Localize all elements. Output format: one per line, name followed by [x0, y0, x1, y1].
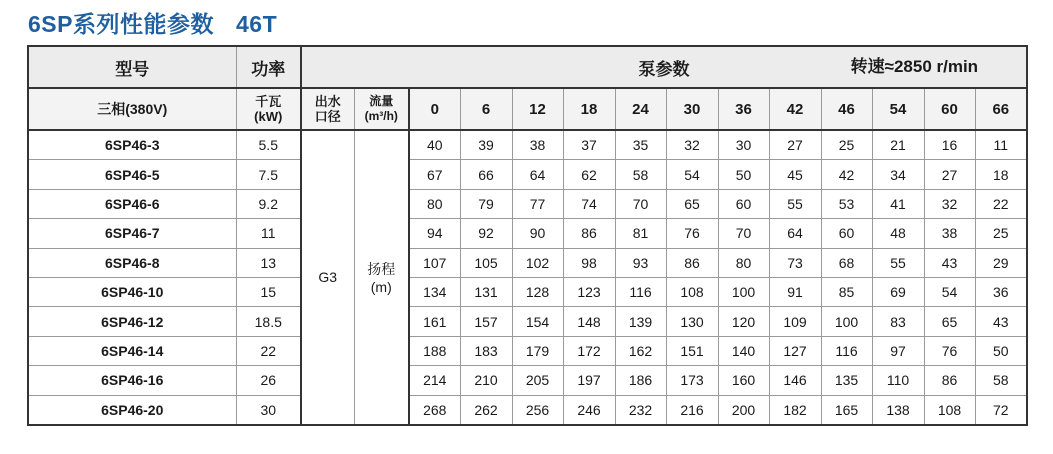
model-cell: 6SP46-6: [28, 189, 236, 218]
head-value-cell: 210: [460, 366, 512, 395]
head-value-cell: 120: [718, 307, 769, 336]
outlet-label-2: 口径: [314, 109, 341, 124]
head-value-cell: 25: [821, 130, 872, 160]
head-value-cell: 79: [460, 189, 512, 218]
head-value-cell: 50: [718, 160, 769, 189]
head-value-cell: 40: [409, 130, 460, 160]
head-value-cell: 77: [512, 189, 563, 218]
head-value-cell: 37: [563, 130, 615, 160]
head-value-cell: 214: [409, 366, 460, 395]
header-power: 功率: [236, 46, 301, 88]
header-model: 型号: [28, 46, 236, 88]
head-value-cell: 102: [512, 248, 563, 277]
head-value-cell: 157: [460, 307, 512, 336]
head-value-cell: 127: [769, 336, 821, 365]
head-value-cell: 29: [975, 248, 1027, 277]
head-value-cell: 76: [666, 219, 718, 248]
table-row: [28, 248, 1027, 277]
head-value-cell: 182: [769, 395, 821, 425]
head-value-cell: 58: [615, 160, 666, 189]
model-cell: 6SP46-7: [28, 219, 236, 248]
head-value-cell: 80: [409, 189, 460, 218]
head-value-cell: 67: [409, 160, 460, 189]
head-value-cell: 123: [563, 277, 615, 306]
head-value-cell: 105: [460, 248, 512, 277]
head-value-cell: 97: [872, 336, 924, 365]
head-value-cell: 160: [718, 366, 769, 395]
flow-label-1: 流量: [369, 94, 394, 108]
head-value-cell: 55: [769, 189, 821, 218]
table-row: [28, 130, 1027, 160]
model-cell: 6SP46-20: [28, 395, 236, 425]
head-value-cell: 100: [718, 277, 769, 306]
head-value-cell: 135: [821, 366, 872, 395]
head-value-cell: 140: [718, 336, 769, 365]
head-value-cell: 256: [512, 395, 563, 425]
header-flow-value: 24: [615, 88, 666, 130]
model-cell: 6SP46-8: [28, 248, 236, 277]
head-value-cell: 64: [512, 160, 563, 189]
head-value-cell: 62: [563, 160, 615, 189]
power-cell: 18.5: [236, 307, 301, 336]
header-flow-value: 12: [512, 88, 563, 130]
head-value-cell: 65: [666, 189, 718, 218]
table-row: [28, 189, 1027, 218]
table-row: [28, 160, 1027, 189]
header-flow-value: 66: [975, 88, 1027, 130]
head-value-cell: 25: [975, 219, 1027, 248]
table-row: [28, 277, 1027, 306]
head-value-cell: 154: [512, 307, 563, 336]
head-value-cell: 60: [821, 219, 872, 248]
power-unit-cn: 千瓦: [255, 94, 282, 109]
head-value-cell: 173: [666, 366, 718, 395]
head-value-cell: 138: [872, 395, 924, 425]
power-cell: 7.5: [236, 160, 301, 189]
head-value-cell: 100: [821, 307, 872, 336]
header-outlet: [301, 88, 354, 130]
head-value-cell: 54: [666, 160, 718, 189]
head-value-cell: 130: [666, 307, 718, 336]
table-row: [28, 336, 1027, 365]
power-cell: 13: [236, 248, 301, 277]
header-pump-params: [301, 46, 1027, 88]
title-series: 6SP系列性能参数: [28, 11, 214, 37]
head-value-cell: 74: [563, 189, 615, 218]
head-value-cell: 45: [769, 160, 821, 189]
head-value-cell: 109: [769, 307, 821, 336]
model-cell: 6SP46-5: [28, 160, 236, 189]
head-value-cell: 43: [924, 248, 975, 277]
head-label-1: 扬程: [367, 261, 396, 278]
head-value-cell: 83: [872, 307, 924, 336]
outlet-label-1: 出水: [314, 94, 341, 109]
head-value-cell: 91: [769, 277, 821, 306]
header-phase: 三相(380V): [28, 88, 236, 130]
head-value-cell: 116: [821, 336, 872, 365]
head-value-cell: 38: [512, 130, 563, 160]
head-value-cell: 35: [615, 130, 666, 160]
header-flow: [354, 88, 409, 130]
head-value-cell: 148: [563, 307, 615, 336]
power-cell: 11: [236, 219, 301, 248]
head-value-cell: 165: [821, 395, 872, 425]
head-value-cell: 205: [512, 366, 563, 395]
speed-label: 转速≈2850 r/min: [850, 57, 979, 76]
table-row: [28, 219, 1027, 248]
model-cell: 6SP46-3: [28, 130, 236, 160]
head-value-cell: 85: [821, 277, 872, 306]
head-value-cell: 183: [460, 336, 512, 365]
head-value-cell: 65: [924, 307, 975, 336]
header-flow-value: 30: [666, 88, 718, 130]
head-value-cell: 73: [769, 248, 821, 277]
head-value-cell: 186: [615, 366, 666, 395]
power-cell: 30: [236, 395, 301, 425]
header-flow-value: 54: [872, 88, 924, 130]
head-value-cell: 76: [924, 336, 975, 365]
model-cell: 6SP46-14: [28, 336, 236, 365]
head-value-cell: 27: [769, 130, 821, 160]
head-value-cell: 86: [563, 219, 615, 248]
table-row: [28, 366, 1027, 395]
power-unit-en: (kW): [254, 109, 283, 124]
head-value-cell: 162: [615, 336, 666, 365]
head-value-cell: 86: [666, 248, 718, 277]
head-value-cell: 131: [460, 277, 512, 306]
head-value-cell: 107: [409, 248, 460, 277]
head-value-cell: 70: [615, 189, 666, 218]
head-value-cell: 43: [975, 307, 1027, 336]
outlet-cell: G3: [301, 130, 354, 425]
head-value-cell: 139: [615, 307, 666, 336]
head-value-cell: 86: [924, 366, 975, 395]
title-model: 46T: [235, 11, 278, 37]
flow-label-2: (m³/h): [364, 109, 398, 123]
header-row-1: [28, 46, 1027, 88]
head-value-cell: 146: [769, 366, 821, 395]
head-value-cell: 18: [975, 160, 1027, 189]
head-value-cell: 172: [563, 336, 615, 365]
head-value-cell: 53: [821, 189, 872, 218]
head-value-cell: 36: [975, 277, 1027, 306]
page-title: [28, 6, 277, 39]
power-cell: 5.5: [236, 130, 301, 160]
head-value-cell: 232: [615, 395, 666, 425]
head-value-cell: 81: [615, 219, 666, 248]
head-value-cell: 246: [563, 395, 615, 425]
table-row: [28, 307, 1027, 336]
head-value-cell: 90: [512, 219, 563, 248]
head-value-cell: 39: [460, 130, 512, 160]
head-value-cell: 55: [872, 248, 924, 277]
head-value-cell: 94: [409, 219, 460, 248]
head-value-cell: 134: [409, 277, 460, 306]
head-value-cell: 32: [666, 130, 718, 160]
head-value-cell: 108: [924, 395, 975, 425]
model-cell: 6SP46-12: [28, 307, 236, 336]
header-flow-value: 46: [821, 88, 872, 130]
head-value-cell: 68: [821, 248, 872, 277]
head-value-cell: 66: [460, 160, 512, 189]
head-value-cell: 48: [872, 219, 924, 248]
head-value-cell: 116: [615, 277, 666, 306]
power-cell: 15: [236, 277, 301, 306]
performance-table: [27, 45, 1028, 426]
header-flow-value: 42: [769, 88, 821, 130]
head-value-cell: 197: [563, 366, 615, 395]
head-value-cell: 92: [460, 219, 512, 248]
header-flow-value: 36: [718, 88, 769, 130]
head-value-cell: 32: [924, 189, 975, 218]
head-value-cell: 110: [872, 366, 924, 395]
model-cell: 6SP46-10: [28, 277, 236, 306]
head-value-cell: 30: [718, 130, 769, 160]
head-value-cell: 60: [718, 189, 769, 218]
head-value-cell: 42: [821, 160, 872, 189]
power-cell: 9.2: [236, 189, 301, 218]
header-flow-value: 0: [409, 88, 460, 130]
head-value-cell: 58: [975, 366, 1027, 395]
head-value-cell: 98: [563, 248, 615, 277]
pump-params-label: 泵参数: [638, 59, 690, 79]
head-value-cell: 200: [718, 395, 769, 425]
head-value-cell: 151: [666, 336, 718, 365]
header-flow-value: 6: [460, 88, 512, 130]
header-power-unit: [236, 88, 301, 130]
head-value-cell: 188: [409, 336, 460, 365]
head-value-cell: 93: [615, 248, 666, 277]
head-value-cell: 21: [872, 130, 924, 160]
head-value-cell: 50: [975, 336, 1027, 365]
head-value-cell: 16: [924, 130, 975, 160]
head-value-cell: 262: [460, 395, 512, 425]
head-value-cell: 268: [409, 395, 460, 425]
model-cell: 6SP46-16: [28, 366, 236, 395]
power-cell: 22: [236, 336, 301, 365]
head-label-2: (m): [370, 279, 392, 296]
head-value-cell: 22: [975, 189, 1027, 218]
head-value-cell: 54: [924, 277, 975, 306]
head-value-cell: 128: [512, 277, 563, 306]
header-flow-value: 60: [924, 88, 975, 130]
power-cell: 26: [236, 366, 301, 395]
head-value-cell: 69: [872, 277, 924, 306]
header-row-2: [28, 88, 1027, 130]
head-value-cell: 161: [409, 307, 460, 336]
head-label-cell: [354, 130, 409, 425]
head-value-cell: 108: [666, 277, 718, 306]
head-value-cell: 70: [718, 219, 769, 248]
head-value-cell: 38: [924, 219, 975, 248]
head-value-cell: 80: [718, 248, 769, 277]
head-value-cell: 64: [769, 219, 821, 248]
head-value-cell: 72: [975, 395, 1027, 425]
head-value-cell: 41: [872, 189, 924, 218]
head-value-cell: 179: [512, 336, 563, 365]
head-value-cell: 34: [872, 160, 924, 189]
head-value-cell: 11: [975, 130, 1027, 160]
table-row: [28, 395, 1027, 425]
head-value-cell: 216: [666, 395, 718, 425]
head-value-cell: 27: [924, 160, 975, 189]
header-flow-value: 18: [563, 88, 615, 130]
